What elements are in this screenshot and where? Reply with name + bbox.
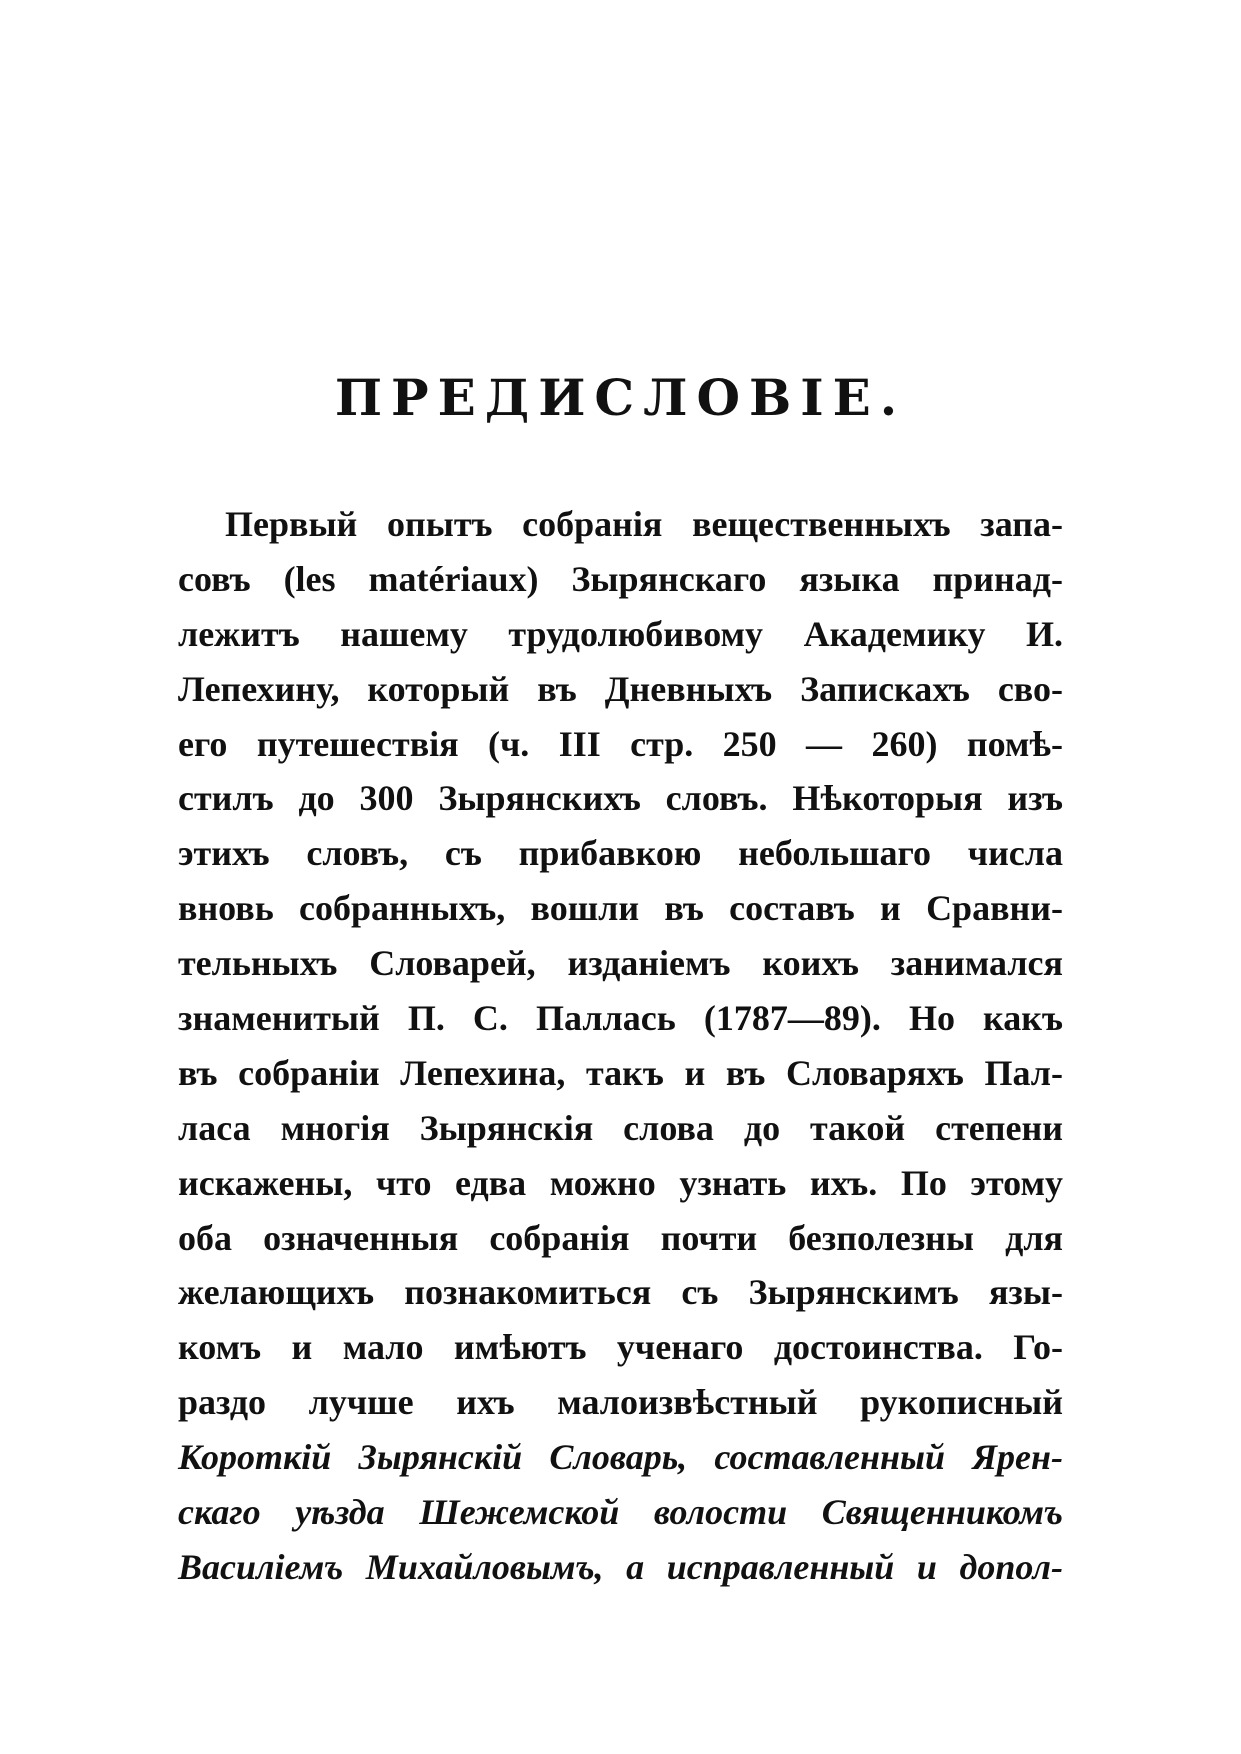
text-line: скаго уѣзда Шежемской волости Священникомъ [178,1492,1063,1533]
text-line: его путешествія (ч. III стр. 250 — 260) помѣ- [178,723,1063,764]
text-line: этихъ словъ, съ прибавкою небольшаго числа [178,833,1063,874]
text-line: Короткій Зырянскій Словарь, составленный Ярен- [178,1437,1063,1478]
text-line: вновь собранныхъ, вошли въ составъ и Сравни- [178,888,1063,929]
text-line: тельныхъ Словарей, изданіемъ коихъ занимался [178,943,1063,984]
text-line: совъ (les matériaux) Зырянскаго языка принад- [178,558,1063,599]
text-line: Лепехину, который въ Дневныхъ Запискахъ сво- [178,668,1063,709]
text-line: комъ и мало имѣютъ ученаго достоинства. Го- [178,1327,1063,1368]
text-line: лежитъ нашему трудолюбивому Академику И. [178,613,1063,654]
text-line: Первый опытъ собранія вещественныхъ запа- [225,504,1063,544]
text-line: знаменитый П. С. Паллась (1787—89). Но какъ [178,998,1063,1039]
text-line: искажены, что едва можно узнать ихъ. По этому [178,1162,1063,1203]
preface-body [178,497,1063,1595]
text-line: ласа многія Зырянскія слова до такой степени [178,1107,1063,1148]
text-line: стилъ до 300 Зырянскихъ словъ. Нѣкоторыя изъ [178,778,1063,819]
text-line: желающихъ познакомиться съ Зырянскимъ язы- [178,1272,1063,1313]
text-line: въ собраніи Лепехина, такъ и въ Словаряхъ Пал- [178,1052,1063,1093]
text-line: оба означенныя собранія почти безполезны для [178,1217,1063,1258]
text-line: раздо лучше ихъ малоизвѣстный рукописный [178,1382,1063,1423]
page-title: ПРЕДИСЛОВІЕ. [334,368,907,427]
text-line: Василіемъ Михайловымъ, а исправленный и допол- [178,1546,1063,1587]
